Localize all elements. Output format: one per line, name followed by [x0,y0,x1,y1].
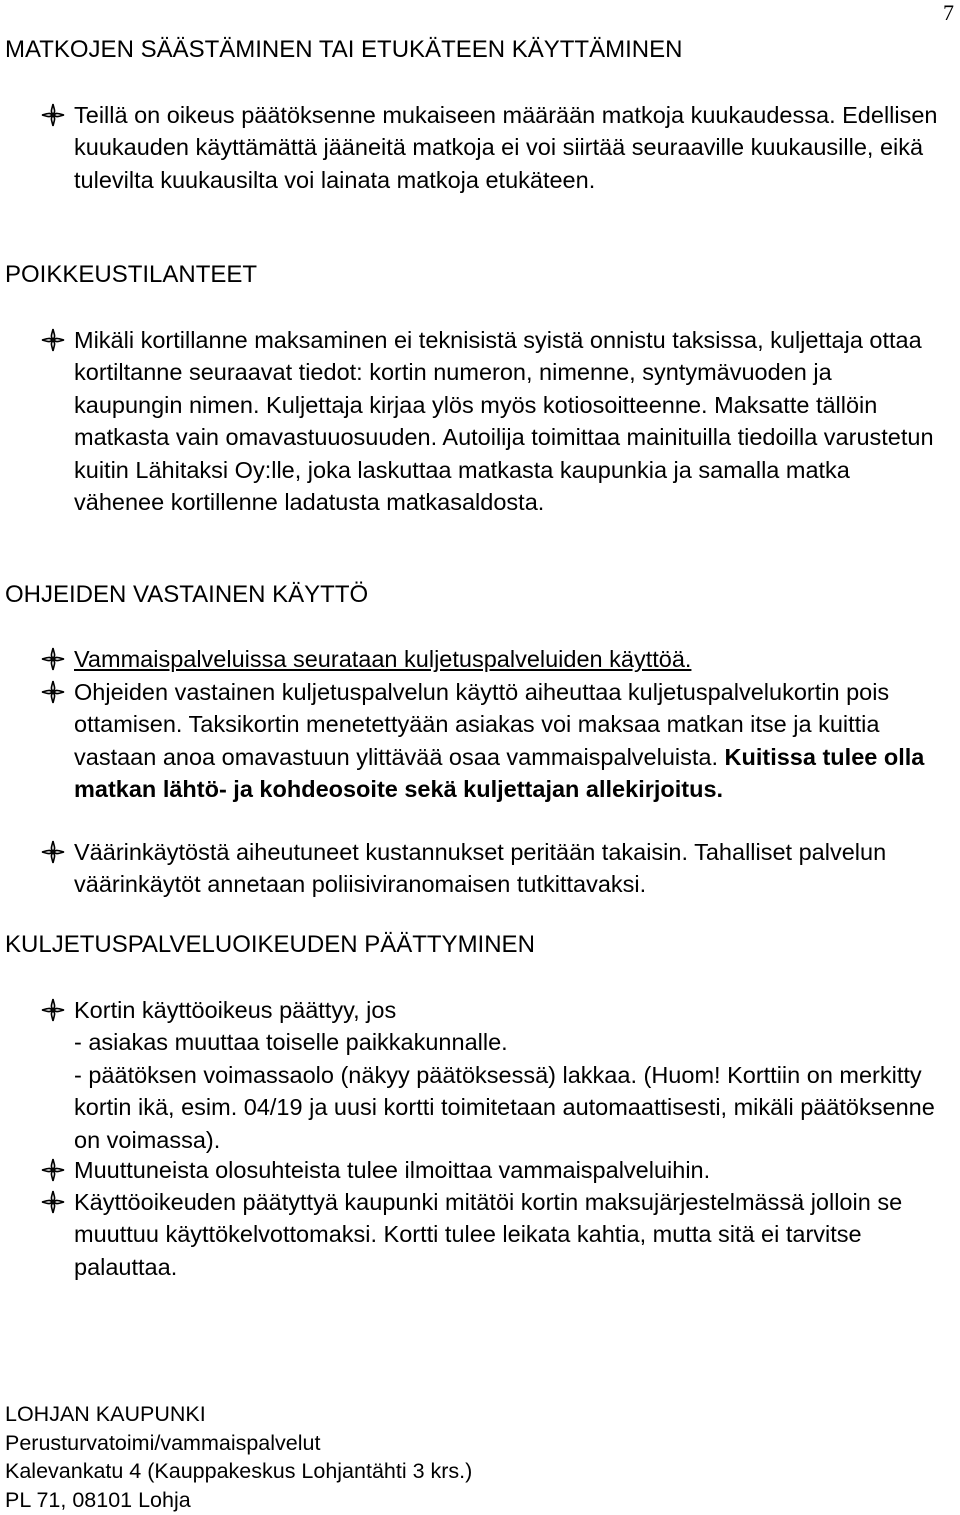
paragraph-line: - päätöksen voimassaolo (näkyy päätöksessä) lakkaa. (Huom! Korttiin on merkitty kortin ikä, esim. 04/19 ja uusi kortti toimitetaan automaattisesti, mikäli päätöksenne on voimassa). [74,1061,935,1153]
footer-department: Perusturvatoimi/vammaispalvelut [5,1430,321,1455]
section-heading: POIKKEUSTILANTEET [5,261,258,288]
diamond-bullet-icon [40,646,66,672]
diamond-bullet-icon [40,679,66,705]
paragraph-normal-text: Ohjeiden vastainen kuljetuspalvelun käyttö aiheuttaa kuljetuspalvelukortin pois ottamisen. Taksikortin menetettyään asiakas voi maksaa matkan itse ja kuittia vastaan anoa omavastuun ylittävää osaa vammaispalveluista. [74,679,890,770]
paragraph-line: - asiakas muuttaa toiselle paikkakunnalle. [74,1029,508,1056]
bullet-paragraph [40,676,945,806]
bullet-paragraph [40,836,945,901]
section-poikkeustilanteet [5,259,950,291]
paragraph-bold-text: Kuitissa tulee olla matkan lähtö- ja kohdeosoite sekä kuljettajan allekirjoitus. [74,743,925,803]
bullet-paragraph [40,994,945,1156]
footer-address [5,1400,472,1515]
bullet-paragraph [40,99,945,196]
diamond-bullet-icon [40,997,66,1023]
paragraph-text [74,994,945,1156]
bullet-paragraph [40,643,945,675]
diamond-bullet-icon [40,102,66,128]
paragraph-text: Teillä on oikeus päätöksenne mukaiseen määrään matkoja kuukaudessa. Edellisen kuukauden käyttämättä jääneitä matkoja ei voi siirtää seuraaville kuukausille, eikä tulevilta kuukausilta voi lainata matkoja etukäteen. [74,102,938,193]
bullet-paragraph [40,324,945,518]
footer-organization: LOHJAN KAUPUNKI [5,1402,206,1426]
diamond-bullet-icon [40,327,66,353]
section-heading: KULJETUSPALVELUOIKEUDEN PÄÄTTYMINEN [5,931,535,958]
section-heading: MATKOJEN SÄÄSTÄMINEN TAI ETUKÄTEEN KÄYTTÄMINEN [5,36,683,63]
paragraph-line: Kortin käyttöoikeus päättyy, jos [74,997,397,1023]
paragraph-text [74,676,945,806]
section-kuljetuspalveluoikeuden-paattyminen [5,929,950,961]
paragraph-text: Muuttuneista olosuhteista tulee ilmoittaa vammaispalveluihin. [74,1157,711,1183]
section-ohjeiden-vastainen-kaytto [5,579,950,611]
paragraph-text: Mikäli kortillanne maksaminen ei teknisistä syistä onnistu taksissa, kuljettaja ottaa kortiltanne seuraavat tiedot: kortin numeron, nimenne, syntymävuoden ja kaupungin nimen. Kuljettaja kirjaa ylös myös kotiosoitteenne. Maksatte tällöin matkasta vain omavastuuosuuden. Autoilija toimittaa mainituilla tiedoilla varustetun kuitin Lähitaksi Oy:lle, joka laskuttaa matkasta kaupunkia ja samalla matka vähenee kortillenne ladatusta matkasaldosta. [74,327,934,516]
footer-street-address: Kalevankatu 4 (Kauppakeskus Lohjantähti 3 krs.) [5,1459,473,1484]
bullet-paragraph [40,1154,945,1186]
diamond-bullet-icon [40,839,66,865]
paragraph-text: Vammaispalveluissa seurataan kuljetuspalveluiden käyttöä. [74,646,692,672]
page-number: 7 [943,0,954,25]
paragraph-text: Väärinkäytöstä aiheutuneet kustannukset peritään takaisin. Tahalliset palvelun väärinkäytöt annetaan poliisiviranomaisen tutkittavaksi. [74,839,887,898]
diamond-bullet-icon [40,1189,66,1215]
footer-postal-address: PL 71, 08101 Lohja [5,1488,191,1513]
bullet-paragraph [40,1186,945,1283]
section-heading: OHJEIDEN VASTAINEN KÄYTTÖ [5,581,369,608]
paragraph-text: Käyttöoikeuden päätyttyä kaupunki mitätöi kortin maksujärjestelmässä jolloin se muuttuu käyttökelvottomaksi. Kortti tulee leikata kahtia, mutta sitä ei tarvitse palauttaa. [74,1189,903,1280]
section-matkojen-saastaminen [5,34,950,66]
diamond-bullet-icon [40,1157,66,1183]
